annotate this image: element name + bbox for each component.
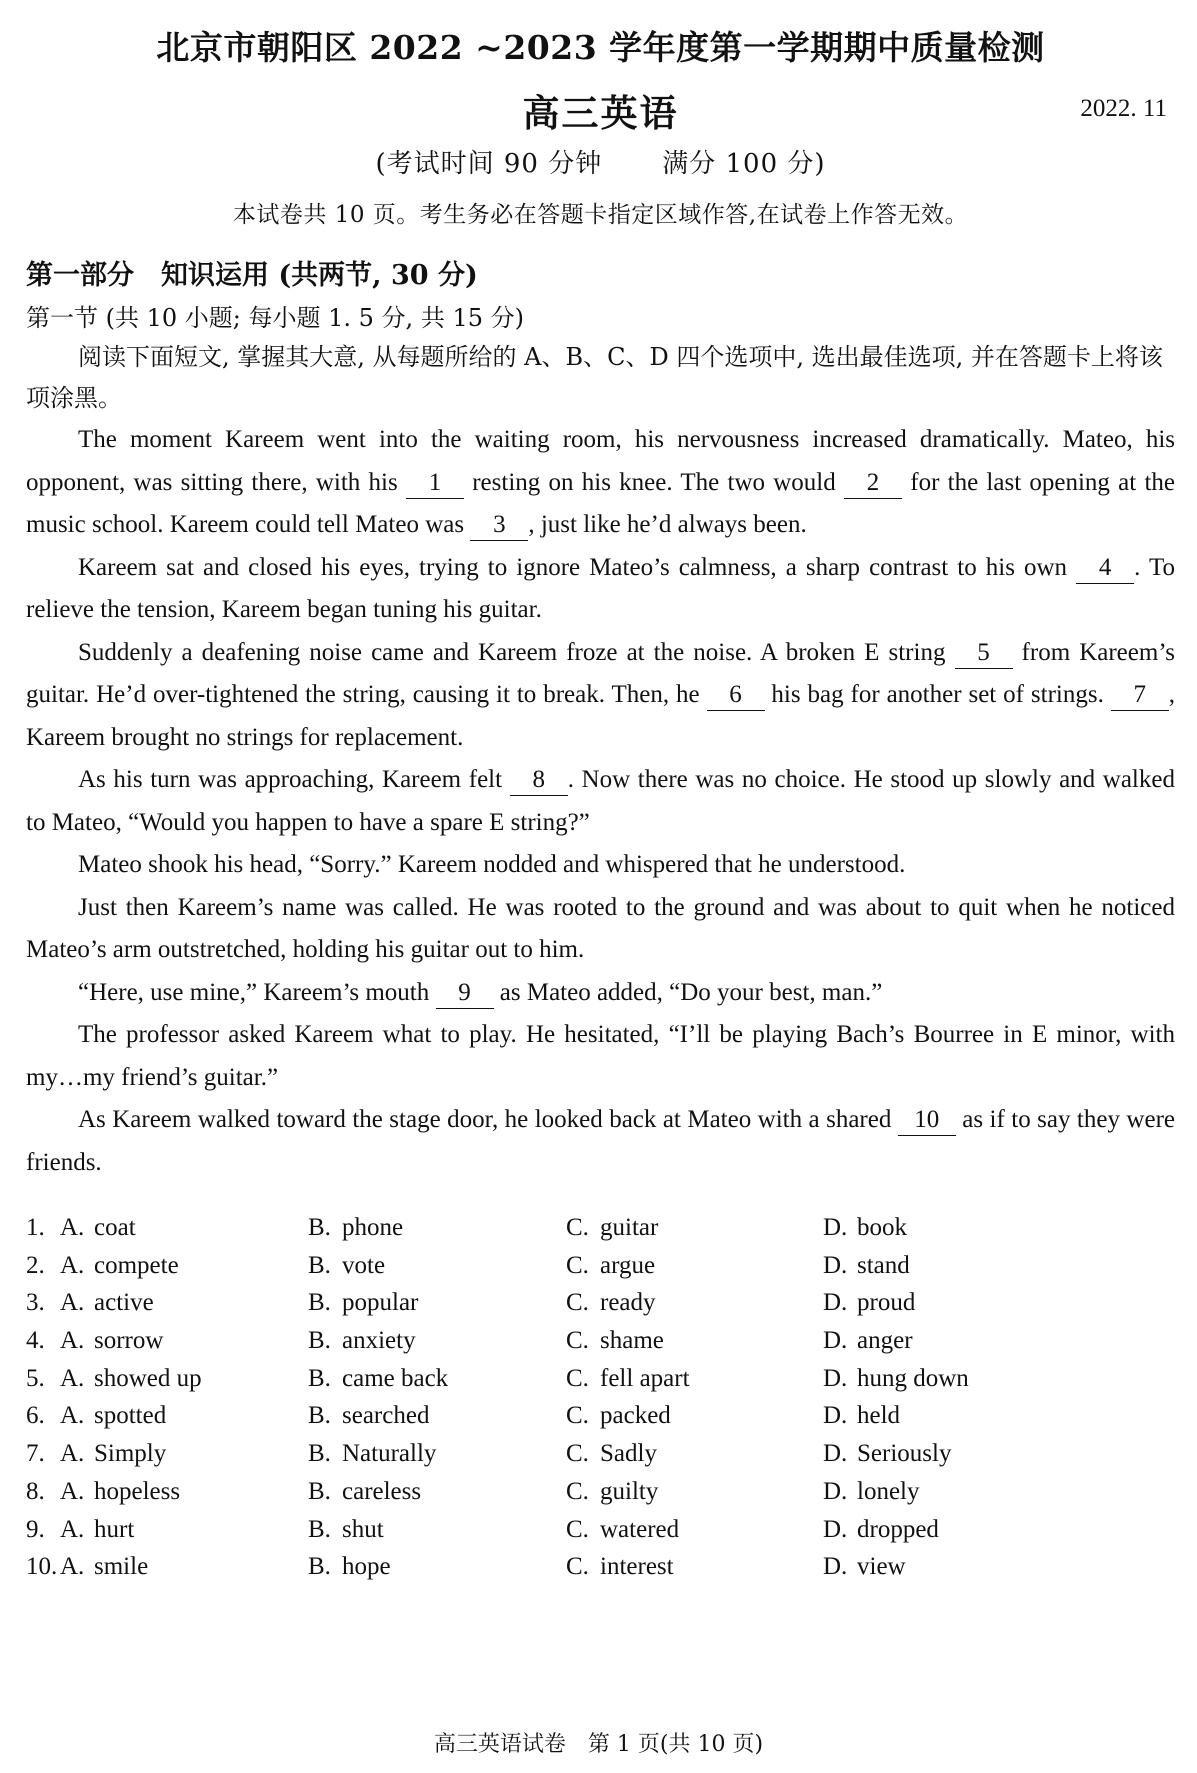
cloze-blank: 7	[1111, 680, 1169, 711]
passage-paragraph: Just then Kareem’s name was called. He was rooted to the ground and was about to quit when he noticed Mateo’s arm outstretched, holding his guitar out to him.	[26, 893, 1175, 963]
cloze-blank: 10	[898, 1105, 956, 1136]
option-letter: A.	[60, 1477, 85, 1505]
option-d	[823, 1327, 913, 1355]
option-text: anger	[857, 1327, 913, 1355]
option-row	[26, 1478, 1175, 1516]
option-letter: D.	[823, 1214, 848, 1241]
option-text: Sadly	[600, 1440, 657, 1468]
option-a	[60, 1327, 163, 1355]
cloze-blank: 2	[844, 468, 902, 499]
option-a	[60, 1252, 179, 1280]
option-letter: C.	[566, 1553, 589, 1581]
question-number: 2.	[26, 1251, 45, 1279]
option-text: lonely	[857, 1477, 920, 1505]
option-text: careless	[342, 1477, 422, 1505]
option-d	[823, 1440, 951, 1468]
option-a	[60, 1440, 166, 1468]
option-b	[308, 1478, 421, 1506]
option-letter: B.	[308, 1327, 331, 1355]
cloze-blank: 8	[510, 765, 568, 796]
option-text: watered	[600, 1515, 680, 1543]
option-d	[823, 1252, 910, 1280]
option-a	[60, 1553, 148, 1581]
cloze-blank: 3	[470, 510, 528, 541]
option-letter: A.	[60, 1364, 85, 1392]
option-letter: A.	[60, 1515, 85, 1543]
option-letter: B.	[308, 1477, 331, 1505]
option-letter: C.	[566, 1214, 589, 1241]
option-c	[566, 1478, 658, 1506]
exam-time: (考试时间 90 分钟	[375, 149, 603, 179]
option-c	[566, 1327, 664, 1355]
option-row	[26, 1327, 1175, 1365]
option-letter: C.	[566, 1364, 589, 1392]
option-letter: C.	[566, 1440, 589, 1468]
option-text: view	[857, 1553, 906, 1581]
passage-paragraph: “Here, use mine,” Kareem’s mouth 9 as Mateo added, “Do your best, man.”	[26, 972, 1175, 1015]
option-c	[566, 1214, 658, 1242]
option-text: ready	[600, 1289, 656, 1317]
option-text: proud	[857, 1289, 916, 1317]
option-letter: D.	[823, 1289, 848, 1317]
option-text: hope	[342, 1553, 391, 1581]
option-text: shame	[600, 1327, 664, 1355]
option-text: smile	[94, 1553, 149, 1581]
option-text: shut	[342, 1515, 384, 1543]
option-row	[26, 1516, 1175, 1554]
option-text: stand	[857, 1251, 910, 1279]
exam-info	[26, 143, 1175, 180]
question-number: 6.	[26, 1402, 45, 1430]
cloze-passage	[26, 419, 1175, 1184]
passage-paragraph: As his turn was approaching, Kareem felt 8 . Now there was no choice. He stood up slowly and walked to Mateo, “Would you happen to have a spare E string?”	[26, 766, 1175, 836]
option-letter: D.	[823, 1402, 848, 1430]
cloze-blank: 6	[707, 680, 765, 711]
option-letter: A.	[60, 1251, 85, 1279]
answer-options	[26, 1214, 1175, 1591]
exam-title: 北京市朝阳区 2022 ~2023 学年度第一学期期中质量检测	[156, 28, 1045, 67]
option-letter: B.	[308, 1289, 331, 1317]
option-letter: C.	[566, 1402, 589, 1430]
option-b	[308, 1516, 384, 1544]
option-text: active	[94, 1289, 154, 1317]
option-letter: D.	[823, 1364, 848, 1392]
option-b	[308, 1402, 429, 1430]
option-letter: D.	[823, 1251, 848, 1279]
option-text: Simply	[94, 1440, 167, 1468]
option-text: guitar	[600, 1214, 659, 1241]
option-letter: B.	[308, 1553, 331, 1581]
option-text: phone	[342, 1214, 404, 1241]
option-letter: A.	[60, 1327, 85, 1355]
question-number: 9.	[26, 1515, 45, 1543]
option-text: vote	[342, 1251, 386, 1279]
option-row	[26, 1402, 1175, 1440]
option-text: showed up	[94, 1364, 202, 1392]
option-c	[566, 1365, 690, 1393]
option-text: held	[857, 1402, 901, 1430]
cloze-blank: 4	[1076, 553, 1134, 584]
option-row	[26, 1553, 1175, 1591]
option-text: came back	[342, 1364, 449, 1392]
page-footer: 高三英语试卷 第 1 页(共 10 页)	[433, 1732, 764, 1757]
section-instructions: 阅读下面短文, 掌握其大意, 从每题所给的 A、B、C、D 四个选项中, 选出最佳选项, 并在答题卡上将该项涂黑。	[26, 343, 1163, 412]
option-text: Naturally	[342, 1440, 437, 1468]
exam-date: 2022. 11	[1080, 95, 1167, 122]
option-text: hung down	[857, 1364, 969, 1392]
question-number: 7.	[26, 1440, 45, 1468]
option-letter: A.	[60, 1402, 85, 1430]
option-letter: C.	[566, 1251, 589, 1279]
option-d	[823, 1214, 907, 1242]
option-c	[566, 1289, 656, 1317]
option-letter: B.	[308, 1364, 331, 1392]
option-a	[60, 1402, 166, 1430]
passage-paragraph: The moment Kareem went into the waiting room, his nervousness increased dramatically. Mateo, his opponent, was sitting there, with his 1 resting on his knee. The two would 2 for the last opening at the music school. Kareem could tell Mateo was 3 , just like he’d always been.	[26, 419, 1175, 547]
option-text: argue	[600, 1251, 656, 1279]
option-letter: D.	[823, 1327, 848, 1355]
option-b	[308, 1440, 436, 1468]
option-d	[823, 1365, 969, 1393]
option-c	[566, 1440, 657, 1468]
option-text: Seriously	[857, 1440, 952, 1468]
option-letter: D.	[823, 1440, 848, 1468]
option-text: compete	[94, 1251, 179, 1279]
option-letter: A.	[60, 1289, 85, 1317]
option-text: book	[857, 1214, 907, 1241]
option-text: sorrow	[94, 1327, 164, 1355]
option-text: coat	[94, 1214, 136, 1241]
option-text: dropped	[857, 1515, 939, 1543]
option-b	[308, 1327, 416, 1355]
passage-paragraph: Kareem sat and closed his eyes, trying to ignore Mateo’s calmness, a sharp contrast to his own 4 . To relieve the tension, Kareem began tuning his guitar.	[26, 553, 1176, 623]
option-letter: B.	[308, 1440, 331, 1468]
passage-paragraph: The professor asked Kareem what to play. He hesitated, “I’ll be playing Bach’s Bourree in E minor, with my…my friend’s guitar.”	[26, 1021, 1175, 1091]
question-number: 4.	[26, 1327, 45, 1355]
option-c	[566, 1402, 671, 1430]
passage-paragraph: Mateo shook his head, “Sorry.” Kareem nodded and whispered that he understood.	[78, 851, 906, 878]
option-text: hopeless	[94, 1477, 181, 1505]
option-letter: B.	[308, 1402, 331, 1430]
question-number: 8.	[26, 1477, 45, 1505]
option-letter: C.	[566, 1327, 589, 1355]
exam-notice: 本试卷共 10 页。考生务必在答题卡指定区域作答,在试卷上作答无效。	[232, 202, 969, 228]
option-row	[26, 1214, 1175, 1252]
question-number: 3.	[26, 1289, 45, 1317]
option-text: interest	[600, 1553, 674, 1581]
option-d	[823, 1553, 906, 1581]
option-row	[26, 1365, 1175, 1403]
option-c	[566, 1516, 679, 1544]
option-row	[26, 1440, 1175, 1478]
option-letter: C.	[566, 1289, 589, 1317]
option-b	[308, 1553, 391, 1581]
option-a	[60, 1289, 154, 1317]
subject-title: 高三英语	[522, 91, 679, 135]
option-letter: B.	[308, 1214, 331, 1241]
option-a	[60, 1478, 180, 1506]
exam-full-score: 满分 100 分)	[662, 149, 826, 179]
option-a	[60, 1365, 202, 1393]
option-letter: B.	[308, 1251, 331, 1279]
passage-paragraph: Suddenly a deafening noise came and Kareem froze at the noise. A broken E string 5 from Kareem’s guitar. He’d over-tightened the string, causing it to break. Then, he 6 his bag for another set of strings. 7 , Kareem brought no strings for replacement.	[26, 638, 1175, 751]
question-number: 1.	[26, 1214, 45, 1241]
cloze-blank: 9	[436, 978, 494, 1009]
passage-paragraph: As Kareem walked toward the stage door, he looked back at Mateo with a shared 10 as if to say they were friends.	[26, 1106, 1175, 1176]
option-text: anxiety	[342, 1327, 416, 1355]
option-text: fell apart	[600, 1364, 690, 1392]
option-letter: D.	[823, 1553, 848, 1581]
option-d	[823, 1289, 915, 1317]
cloze-blank: 1	[406, 468, 464, 499]
option-text: hurt	[94, 1515, 135, 1543]
option-text: searched	[342, 1402, 430, 1430]
option-a	[60, 1516, 134, 1544]
subject-row	[26, 77, 1175, 137]
option-a	[60, 1214, 136, 1242]
option-d	[823, 1478, 920, 1506]
option-letter: A.	[60, 1440, 85, 1468]
option-c	[566, 1553, 674, 1581]
option-letter: D.	[823, 1515, 848, 1543]
option-text: packed	[600, 1402, 671, 1430]
section-heading: 第一节 (共 10 小题; 每小题 1. 5 分, 共 15 分)	[26, 304, 524, 332]
cloze-blank: 5	[955, 638, 1013, 669]
option-b	[308, 1214, 403, 1242]
option-c	[566, 1252, 655, 1280]
option-letter: D.	[823, 1477, 848, 1505]
option-row	[26, 1289, 1175, 1327]
option-b	[308, 1252, 385, 1280]
option-letter: B.	[308, 1515, 331, 1543]
option-d	[823, 1402, 900, 1430]
option-d	[823, 1516, 939, 1544]
question-number: 10.	[26, 1553, 58, 1581]
option-letter: A.	[60, 1214, 85, 1241]
option-text: spotted	[94, 1402, 167, 1430]
option-b	[308, 1365, 448, 1393]
part-heading: 第一部分 知识运用 (共两节, 30 分)	[26, 260, 478, 291]
question-number: 5.	[26, 1364, 45, 1392]
option-text: guilty	[600, 1477, 659, 1505]
option-letter: C.	[566, 1477, 589, 1505]
option-text: popular	[342, 1289, 419, 1317]
option-letter: A.	[60, 1553, 85, 1581]
option-letter: C.	[566, 1515, 589, 1543]
option-row	[26, 1252, 1175, 1290]
option-b	[308, 1289, 418, 1317]
